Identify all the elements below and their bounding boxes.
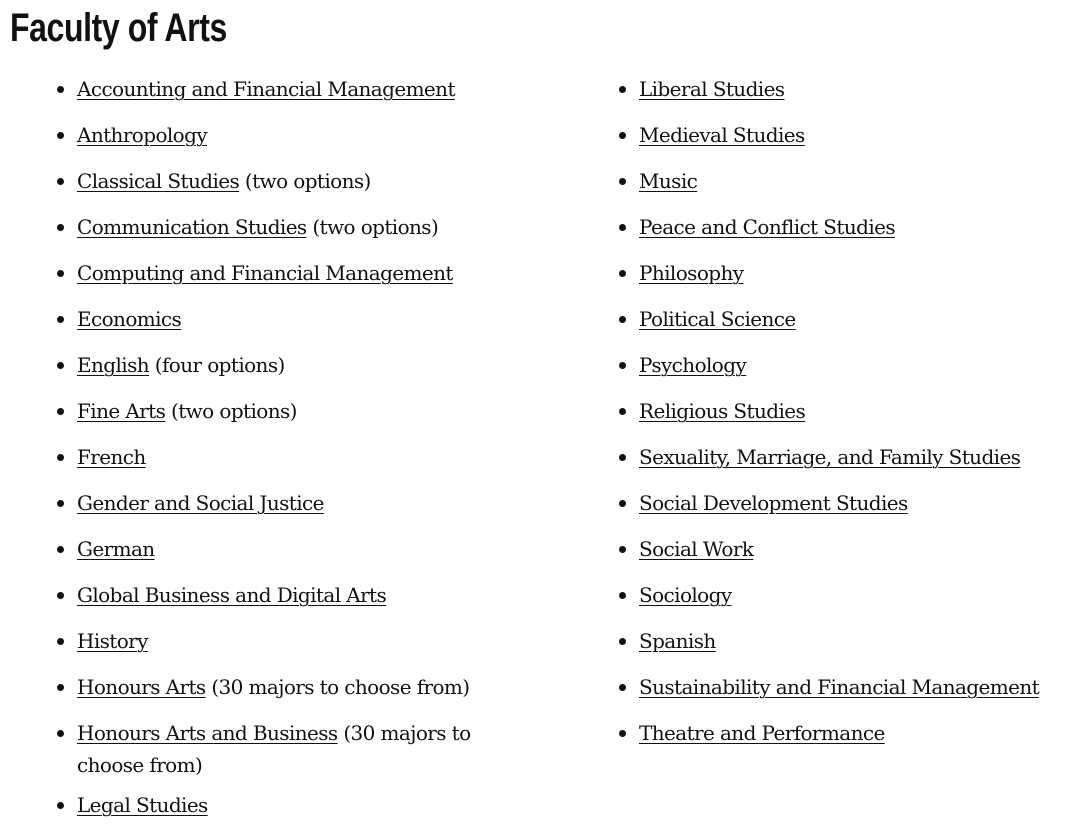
- list-item: [55, 671, 515, 703]
- program-link[interactable]: Social Development Studies: [639, 491, 908, 515]
- program-note: (30 majors to choose from): [205, 675, 470, 699]
- list-item: [617, 119, 1077, 151]
- list-item: [617, 487, 1077, 519]
- list-item: [55, 441, 515, 473]
- program-link[interactable]: Medieval Studies: [639, 123, 805, 147]
- program-note: (two options): [165, 399, 297, 423]
- list-item: [617, 671, 1077, 703]
- list-item: [617, 257, 1077, 289]
- program-note: (two options): [306, 215, 439, 239]
- program-note: (30 majors to choose from): [77, 721, 471, 777]
- program-link[interactable]: Music: [639, 169, 698, 193]
- program-link[interactable]: Gender and Social Justice: [77, 491, 324, 515]
- program-list-left: [55, 73, 515, 835]
- program-link[interactable]: Religious Studies: [639, 399, 806, 423]
- program-link[interactable]: Honours Arts and Business: [77, 721, 338, 745]
- program-link[interactable]: Political Science: [639, 307, 796, 331]
- program-link[interactable]: Computing and Financial Management: [77, 261, 453, 285]
- list-item: [55, 579, 515, 611]
- list-item: [617, 349, 1077, 381]
- program-link[interactable]: Social Work: [639, 537, 754, 561]
- list-item: [617, 625, 1077, 657]
- program-link[interactable]: Communication Studies: [77, 215, 307, 239]
- program-link[interactable]: Sexuality, Marriage, and Family Studies: [639, 445, 1021, 469]
- list-item: [617, 73, 1077, 105]
- program-link[interactable]: German: [77, 537, 155, 561]
- program-link[interactable]: Peace and Conflict Studies: [639, 215, 896, 239]
- list-item: [55, 119, 515, 151]
- list-item: [55, 789, 515, 821]
- program-link[interactable]: Philosophy: [639, 261, 744, 285]
- list-item: [617, 165, 1077, 197]
- page-title: Faculty of Arts: [10, 6, 227, 50]
- program-link[interactable]: Psychology: [639, 353, 747, 377]
- list-item: [55, 717, 515, 781]
- program-link[interactable]: English: [77, 353, 150, 377]
- list-item: [55, 303, 515, 335]
- list-item: [617, 441, 1077, 473]
- program-link[interactable]: Liberal Studies: [639, 77, 785, 101]
- program-note: (four options): [149, 353, 285, 377]
- program-link[interactable]: French: [77, 445, 146, 469]
- list-item: [55, 165, 515, 197]
- program-link[interactable]: Economics: [77, 307, 182, 331]
- list-item: [55, 73, 515, 105]
- list-item: [617, 211, 1077, 243]
- program-link[interactable]: Classical Studies: [77, 169, 240, 193]
- list-item: [55, 395, 515, 427]
- program-link[interactable]: Legal Studies: [77, 793, 208, 817]
- program-list-right: [617, 73, 1077, 763]
- program-link[interactable]: Sociology: [639, 583, 732, 607]
- list-item: [617, 303, 1077, 335]
- list-item: [55, 349, 515, 381]
- list-item: [55, 533, 515, 565]
- list-item: [617, 579, 1077, 611]
- list-item: [55, 211, 515, 243]
- program-link[interactable]: Spanish: [639, 629, 716, 653]
- list-item: [617, 533, 1077, 565]
- program-link[interactable]: Global Business and Digital Arts: [77, 583, 387, 607]
- program-link[interactable]: Accounting and Financial Management: [77, 77, 455, 101]
- list-item: [617, 395, 1077, 427]
- list-item: [55, 257, 515, 289]
- list-item: [617, 717, 1077, 749]
- program-link[interactable]: Honours Arts: [77, 675, 206, 699]
- list-item: [55, 625, 515, 657]
- program-link[interactable]: Sustainability and Financial Management: [639, 675, 1040, 699]
- program-link[interactable]: Anthropology: [77, 123, 208, 147]
- program-link[interactable]: History: [77, 629, 148, 653]
- list-item: [55, 487, 515, 519]
- program-note: (two options): [239, 169, 371, 193]
- program-link[interactable]: Fine Arts: [77, 399, 166, 423]
- program-link[interactable]: Theatre and Performance: [639, 721, 885, 745]
